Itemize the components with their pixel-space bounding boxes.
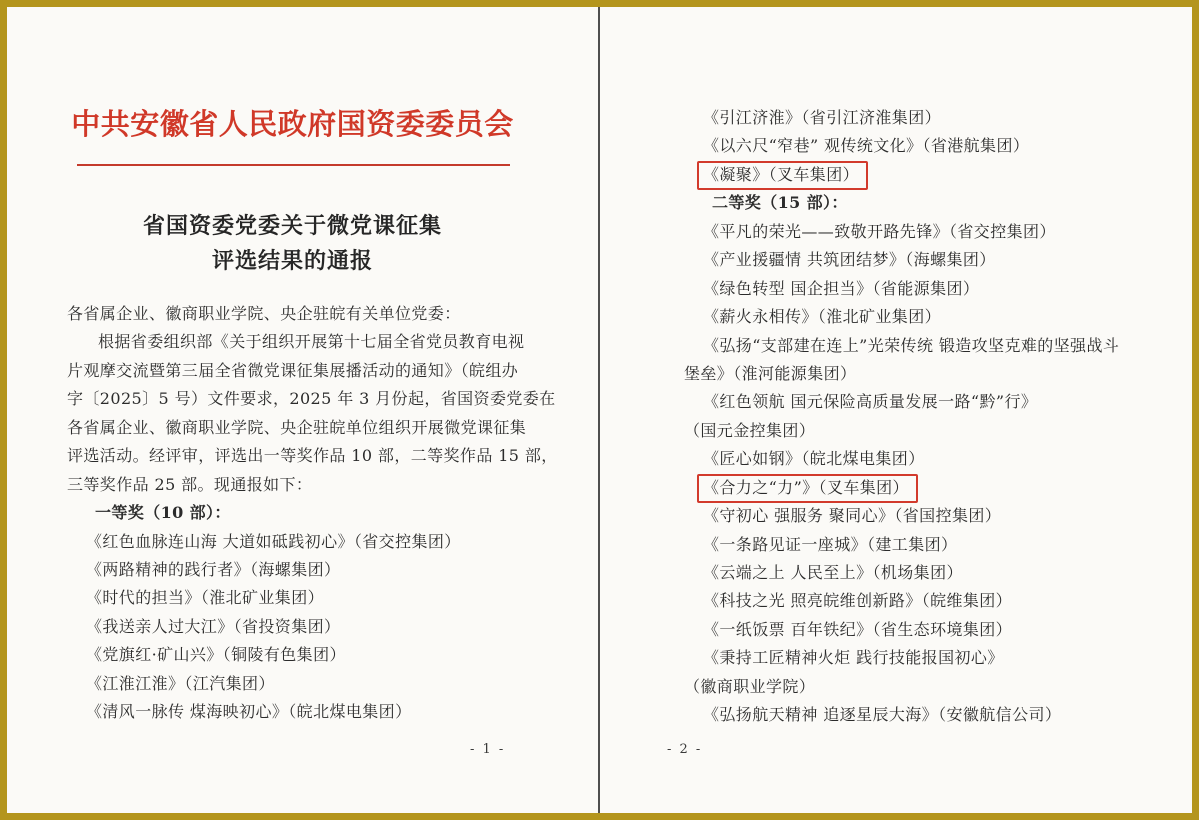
text-line: [684, 161, 1184, 189]
page-2-body: [684, 104, 1184, 730]
text-line: [67, 414, 547, 442]
text-line: [684, 332, 1184, 360]
text-line: [67, 328, 547, 356]
text-line: [684, 189, 1184, 217]
line-text: 《江淮江淮》（江汽集团）: [86, 673, 275, 693]
line-text: 《党旗红·矿山兴》（铜陵有色集团）: [86, 645, 346, 665]
text-line: [67, 584, 547, 612]
text-line: [67, 670, 547, 698]
line-text: 《时代的担当》（淮北矿业集团）: [86, 588, 325, 608]
line-text: 《红色领航 国元保险高质量发展一路“黔”行》: [703, 392, 1038, 412]
line-text: 《清风一脉传 煤海映初心》（皖北煤电集团）: [86, 702, 412, 722]
line-text: 三等奖作品 25 部。现通报如下：: [67, 474, 313, 494]
line-text: 一等奖（10 部）：: [95, 503, 231, 523]
text-line: [684, 673, 1184, 701]
text-line: [684, 502, 1184, 530]
text-line: [67, 528, 547, 556]
document-title: [60, 209, 525, 279]
letterhead: 中共安徽省人民政府国资委委员会: [71, 107, 514, 141]
text-line: [67, 641, 547, 669]
highlighted-line: 《合力之“力”》（叉车集团）: [697, 474, 918, 503]
page-number-2: - 2 -: [667, 742, 703, 757]
line-text: 《弘扬“支部建在连上”光荣传统 锻造攻坚克难的坚强战斗: [703, 335, 1120, 355]
text-line: [67, 385, 556, 413]
text-line: [67, 499, 547, 527]
line-text: 《以六尺“窄巷” 观传统文化》（省港航集团）: [703, 136, 1030, 156]
line-text: 《一条路见证一座城》（建工集团）: [703, 534, 958, 554]
text-line: [684, 360, 1184, 388]
text-line: [67, 556, 547, 584]
line-text: 《匠心如钢》（皖北煤电集团）: [703, 449, 925, 469]
line-text: 片观摩交流暨第三届全省微党课征集展播活动的通知》（皖组办: [67, 360, 519, 380]
line-text: 堡垒》（淮河能源集团）: [684, 363, 857, 383]
text-line: [684, 531, 1184, 559]
page-1-body: [67, 300, 558, 727]
line-text: 《秉持工匠精神火炬 践行技能报国初心》: [703, 648, 1004, 668]
text-line: [684, 701, 1184, 729]
text-line: [67, 357, 547, 385]
text-line: [684, 616, 1184, 644]
text-line: [684, 303, 1184, 331]
line-text: 各省属企业、徽商职业学院、央企驻皖单位组织开展微党课征集: [67, 417, 527, 437]
line-text: 《红色血脉连山海 大道如砥践初心》（省交控集团）: [86, 531, 461, 551]
highlighted-line: 《凝聚》（叉车集团）: [697, 161, 868, 190]
title-line-1: 省国资委党委关于微党课征集: [142, 213, 442, 239]
line-text: 《科技之光 照亮皖维创新路》（皖维集团）: [703, 591, 1013, 611]
text-line: [684, 587, 1184, 615]
line-text: 各省属企业、徽商职业学院、央企驻皖有关单位党委：: [67, 304, 461, 323]
line-text: 《引江济淮》（省引江济淮集团）: [703, 108, 942, 127]
letterhead-rule: [77, 164, 510, 166]
line-text: 《我送亲人过大江》（省投资集团）: [86, 616, 341, 636]
page-2: [600, 7, 1192, 813]
line-text: 《绿色转型 国企担当》（省能源集团）: [703, 278, 980, 298]
text-line: [684, 417, 1184, 445]
line-text: 根据省委组织部《关于组织开展第十七届全省党员教育电视: [98, 332, 525, 352]
title-line-2: 评选结果的通报: [211, 248, 373, 274]
line-text: 《云端之上 人民至上》（机场集团）: [703, 563, 963, 582]
text-line: [684, 559, 1184, 587]
page-1: [7, 7, 598, 813]
line-text: （国元金控集团）: [684, 420, 816, 440]
line-text: （徽商职业学院）: [684, 676, 816, 696]
text-line: [684, 104, 1184, 132]
text-line: [684, 275, 1184, 303]
text-line: [67, 300, 547, 328]
line-text: 《一纸饭票 百年铁纪》（省生态环境集团）: [703, 619, 1013, 639]
line-text: 字〔2025〕5 号）文件要求，2025 年 3 月份起，省国资委党委在: [67, 389, 556, 409]
text-line: [684, 132, 1184, 160]
text-line: [684, 388, 1184, 416]
text-line: [67, 442, 558, 470]
page-number-1: - 1 -: [470, 742, 506, 757]
line-text: 《产业援疆情 共筑团结梦》（海螺集团）: [703, 250, 996, 270]
text-line: [684, 445, 1184, 473]
line-text: 评选活动。经评审，评选出一等奖作品 10 部，二等奖作品 15 部，: [67, 446, 558, 466]
line-text: 《两路精神的践行者》（海螺集团）: [86, 559, 341, 579]
text-line: [67, 471, 547, 499]
text-line: [67, 613, 547, 641]
line-text: 《守初心 强服务 聚同心》（省国控集团）: [703, 506, 1002, 526]
text-line: [684, 218, 1184, 246]
text-line: [67, 698, 547, 726]
line-text: 《弘扬航天精神 追逐星辰大海》（安徽航信公司）: [703, 705, 1062, 725]
line-text: 《平凡的荣光——致敬开路先锋》（省交控集团）: [703, 221, 1056, 241]
line-text: 二等奖（15 部）：: [712, 193, 848, 213]
text-line: [684, 246, 1184, 274]
line-text: 《薪火永相传》（淮北矿业集团）: [703, 307, 942, 327]
text-line: [684, 644, 1184, 672]
text-line: [684, 474, 1184, 502]
